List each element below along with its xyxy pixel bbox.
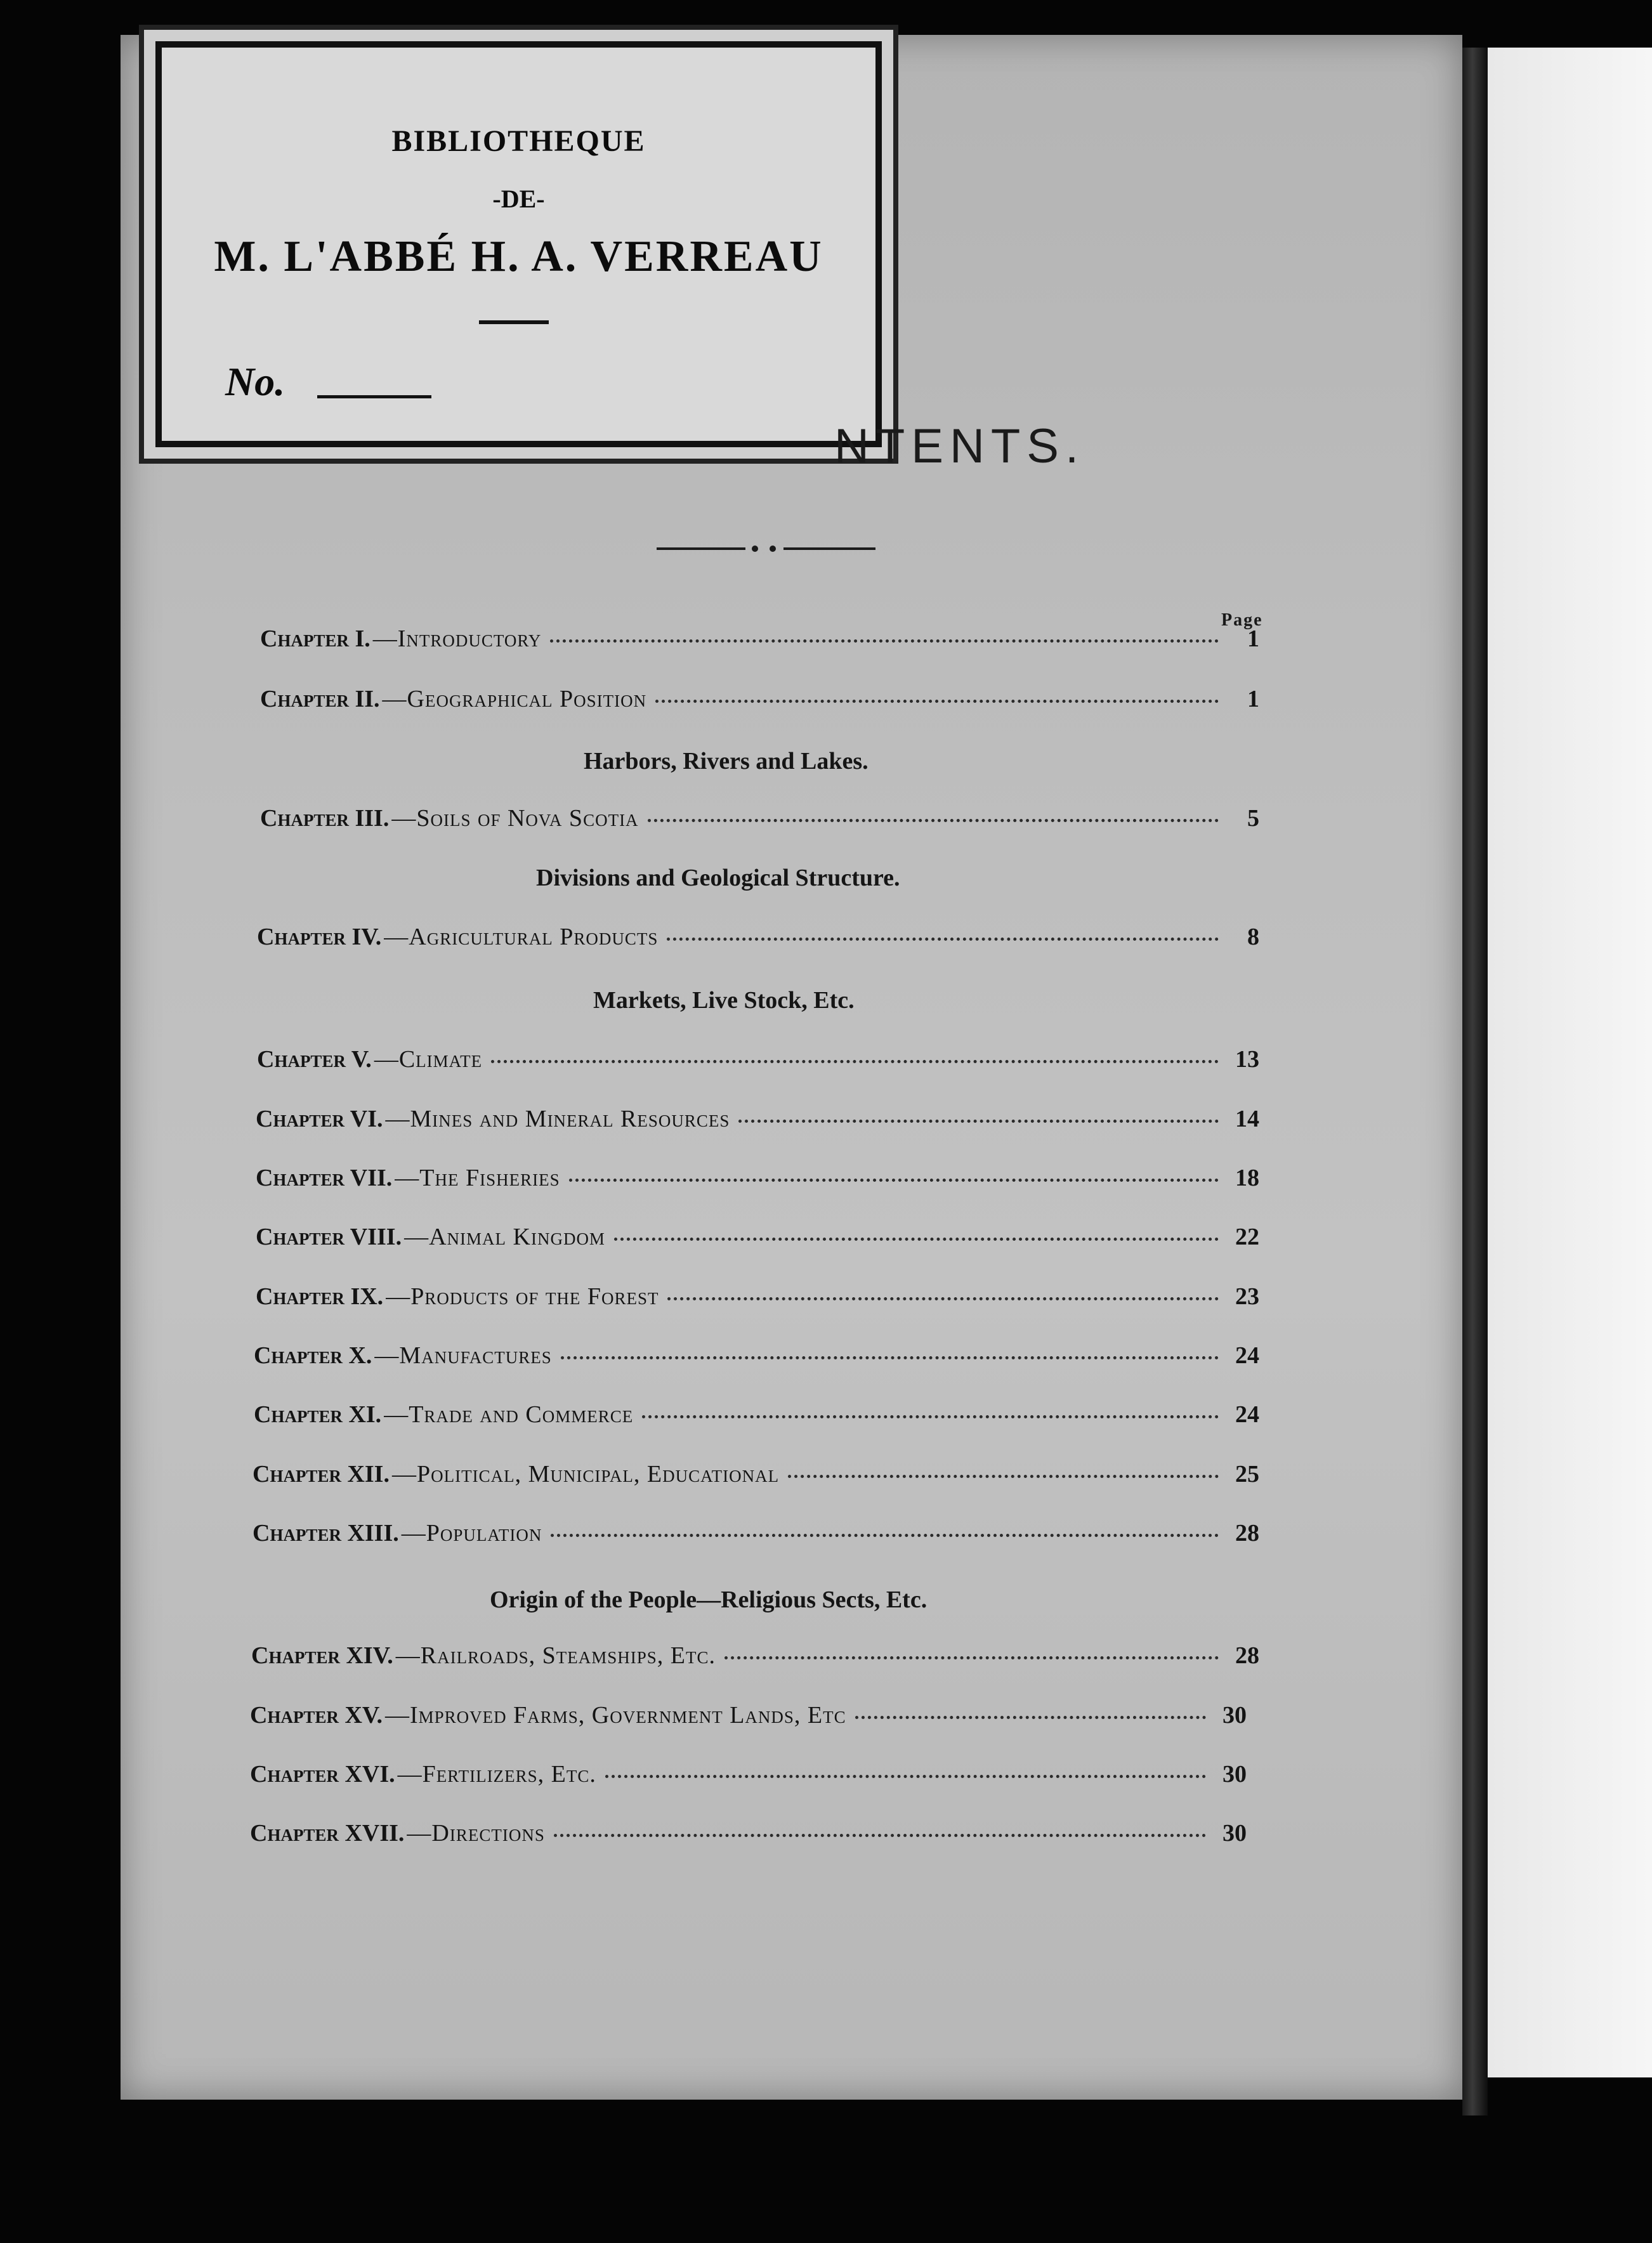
dot-leader <box>738 1120 1219 1123</box>
chapter-page: 30 <box>1223 1820 1247 1847</box>
chapter-title: —Political, Municipal, Educational <box>391 1461 780 1488</box>
chapter-page: 13 <box>1235 1046 1259 1073</box>
dot-leader <box>551 1534 1219 1537</box>
chapter-number: Chapter XVII. <box>250 1820 405 1847</box>
toc-entry <box>257 923 1259 951</box>
dot-leader <box>491 1060 1219 1063</box>
chapter-title: —Population <box>401 1520 542 1547</box>
chapter-number: Chapter X. <box>254 1342 372 1369</box>
chapter-number: Chapter XVI. <box>250 1761 395 1788</box>
dot-leader <box>788 1475 1219 1478</box>
toc-entry <box>254 1401 1259 1429</box>
library-stamp <box>155 41 882 447</box>
toc-entry <box>252 1460 1259 1488</box>
chapter-title: —Geographical Position <box>382 686 647 712</box>
toc-entry <box>250 1701 1247 1729</box>
dot-leader <box>655 700 1219 703</box>
heading-ornament <box>657 544 875 553</box>
chapter-title: —Fertilizers, Etc. <box>397 1761 596 1788</box>
chapter-page: 25 <box>1235 1461 1259 1488</box>
toc-entry <box>250 1760 1247 1788</box>
dot-leader <box>614 1238 1219 1241</box>
chapter-number: Chapter XIII. <box>252 1520 399 1547</box>
chapter-page: 24 <box>1235 1342 1259 1369</box>
toc-entry <box>252 1519 1259 1547</box>
chapter-number: Chapter XII. <box>252 1461 390 1488</box>
dot-leader <box>855 1716 1206 1719</box>
chapter-page: 24 <box>1235 1401 1259 1428</box>
chapter-page: 5 <box>1247 805 1259 832</box>
toc-entry <box>250 1819 1247 1847</box>
dot-leader <box>561 1356 1219 1359</box>
chapter-title: —Climate <box>374 1046 483 1073</box>
subheading: Divisions and Geological Structure. <box>536 865 900 891</box>
chapter-title: —The Fisheries <box>395 1165 560 1191</box>
toc-entry <box>256 1164 1259 1192</box>
stamp-number-line <box>317 395 431 398</box>
dot-leader <box>605 1775 1206 1778</box>
chapter-page: 30 <box>1223 1702 1247 1729</box>
chapter-page: 30 <box>1223 1761 1247 1788</box>
stamp-number-label: No. <box>225 359 285 404</box>
chapter-number: Chapter III. <box>260 805 390 832</box>
subheading: Harbors, Rivers and Lakes. <box>584 748 869 775</box>
toc-entry <box>254 1342 1259 1370</box>
toc-entry <box>260 804 1259 832</box>
dot-leader <box>569 1179 1219 1182</box>
chapter-number: Chapter IX. <box>256 1283 384 1310</box>
chapter-page: 22 <box>1235 1224 1259 1250</box>
dot-leader <box>642 1415 1219 1418</box>
chapter-title: —Manufactures <box>374 1342 552 1369</box>
chapter-title: —Products of the Forest <box>386 1283 659 1310</box>
stamp-dash <box>479 320 549 324</box>
dot-leader <box>724 1656 1219 1659</box>
stamp-de: -DE- <box>492 185 545 213</box>
stamp-library-name: BIBLIOTHEQUE <box>391 124 646 158</box>
chapter-page: 23 <box>1235 1283 1259 1310</box>
dot-leader <box>667 938 1219 941</box>
next-leaf <box>1488 48 1652 2077</box>
chapter-number: Chapter II. <box>260 686 380 712</box>
chapter-title: —Trade and Commerce <box>384 1401 634 1428</box>
chapter-number: Chapter XV. <box>250 1702 383 1729</box>
chapter-page: 8 <box>1247 924 1259 950</box>
chapter-page: 1 <box>1247 625 1259 652</box>
chapter-number: Chapter V. <box>257 1046 372 1073</box>
chapter-title: —Introductory <box>372 625 542 652</box>
chapter-title: —Improved Farms, Government Lands, Etc <box>384 1702 846 1729</box>
stamp-owner: M. L'ABBÉ H. A. VERREAU <box>214 232 823 281</box>
toc-entry <box>256 1223 1259 1251</box>
toc-entry <box>257 1045 1259 1073</box>
chapter-number: Chapter IV. <box>257 924 382 950</box>
toc-entry <box>256 1283 1259 1311</box>
chapter-title: —Animal Kingdom <box>404 1224 605 1250</box>
page-column-label: Page <box>1221 610 1263 630</box>
chapter-number: Chapter VIII. <box>256 1224 402 1250</box>
chapter-number: Chapter I. <box>260 625 370 652</box>
chapter-number: Chapter XI. <box>254 1401 382 1428</box>
dot-leader <box>554 1834 1206 1837</box>
contents-heading: NTENTS. <box>834 419 1085 473</box>
dot-leader <box>550 639 1219 643</box>
chapter-number: Chapter XIV. <box>251 1642 393 1669</box>
chapter-number: Chapter VI. <box>256 1106 383 1132</box>
subheading: Origin of the People—Religious Sects, Etc. <box>490 1586 928 1613</box>
chapter-page: 14 <box>1235 1106 1259 1132</box>
chapter-page: 28 <box>1235 1642 1259 1669</box>
dot-leader <box>667 1297 1219 1300</box>
chapter-title: —Agricultural Products <box>384 924 659 950</box>
chapter-page: 1 <box>1247 686 1259 712</box>
chapter-title: —Soils of Nova Scotia <box>391 805 639 832</box>
chapter-page: 18 <box>1235 1165 1259 1191</box>
dot-leader <box>648 819 1219 822</box>
chapter-title: —Mines and Mineral Resources <box>385 1106 730 1132</box>
toc-entry <box>260 685 1259 713</box>
chapter-title: —Directions <box>407 1820 545 1847</box>
page-fold <box>1462 48 1488 2115</box>
chapter-number: Chapter VII. <box>256 1165 393 1191</box>
toc-entry <box>251 1642 1259 1670</box>
chapter-page: 28 <box>1235 1520 1259 1547</box>
subheading: Markets, Live Stock, Etc. <box>593 987 855 1014</box>
toc-entry <box>260 625 1259 653</box>
toc-entry <box>256 1105 1259 1133</box>
chapter-title: —Railroads, Steamships, Etc. <box>395 1642 716 1669</box>
